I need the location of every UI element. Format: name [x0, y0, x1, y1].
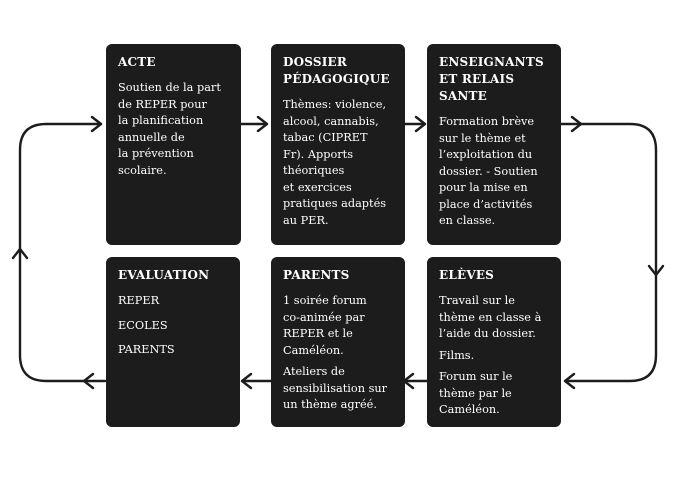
box-title: PARENTS [283, 268, 350, 282]
box-text: Formation brève sur le thème et l’exploitation du dossier. - Soutien pour la mise en place d’activités en classe. [439, 115, 538, 227]
box-title: EVALUATION [118, 268, 210, 282]
box-text: ECOLES [118, 318, 168, 332]
connector-right-loop-bottom [566, 275, 656, 381]
box-text: Soutien de la part de REPER pour la planification annuelle de la prévention scolaire. [118, 81, 221, 177]
box-title: DOSSIER PÉDAGOGIQUE [283, 55, 390, 86]
box-text: Thèmes: violence, alcool, cannabis, tabac (CIPRET Fr). Apports théoriques et exercices pratiques adaptés au PER. [283, 98, 387, 227]
box-text: Films. [439, 348, 475, 362]
box-text: Ateliers de sensibilisation sur un thème agréé. [283, 365, 388, 411]
box-title: ELÈVES [439, 268, 495, 282]
box-text: PARENTS [118, 343, 175, 356]
box-evaluation [106, 257, 240, 427]
box-text: REPER [118, 294, 160, 307]
box-eleves [427, 257, 561, 427]
box-text: Forum sur le thème par le Caméléon. [439, 370, 513, 416]
box-enseignants [427, 44, 561, 245]
box-title: ENSEIGNANTS ET RELAIS SANTE [439, 55, 544, 103]
box-dossier-pedagogique [271, 44, 405, 245]
connector-loop-to-acte [20, 124, 101, 250]
box-parents [271, 257, 405, 427]
connector-right-loop [581, 124, 656, 274]
box-acte [106, 44, 241, 245]
box-title: ACTE [118, 55, 156, 69]
box-text: 1 soirée forum co-animée par REPER et le Caméléon. [283, 294, 367, 357]
connector-left-loop [20, 250, 84, 381]
box-text: Travail sur le thème en classe à l’aide du dossier. [439, 294, 542, 340]
